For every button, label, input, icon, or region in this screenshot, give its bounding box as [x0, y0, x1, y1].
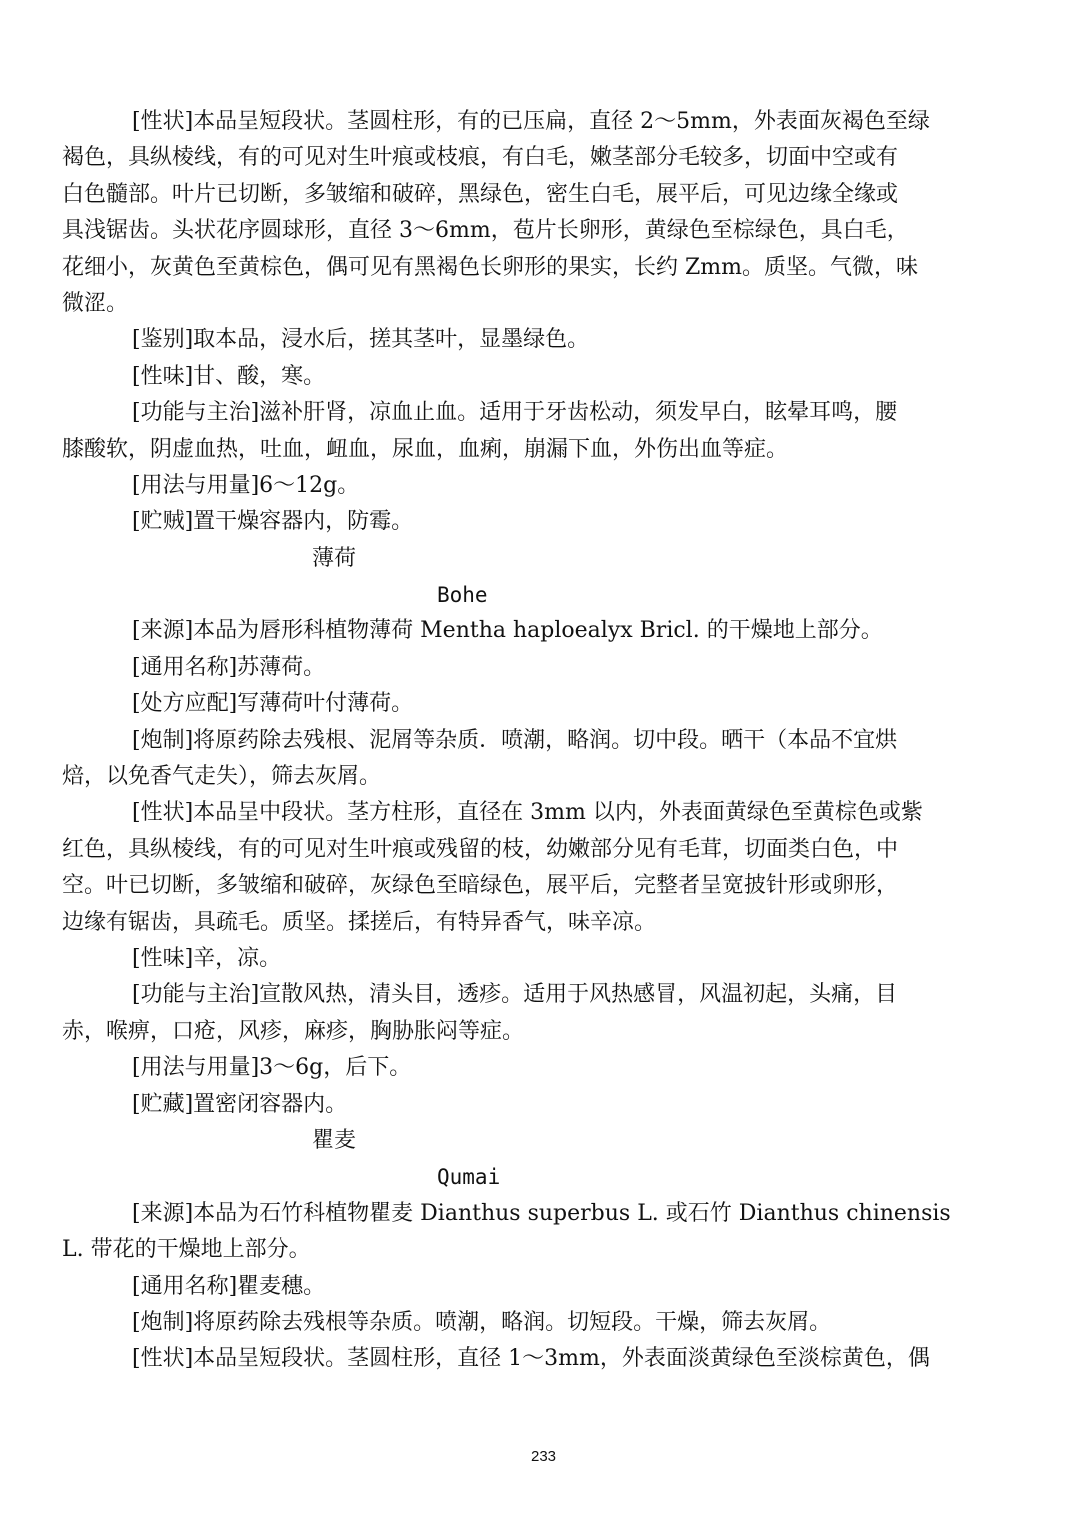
text-line: 焙，以免香气走失），筛去灰屑。: [62, 764, 382, 790]
paragraph-start-line: [性状]本品呈短段状。茎圆柱形，有的已压扁，直径 2～5mm，外表面灰褐色至绿: [132, 109, 930, 134]
entry-pinyin: Qumai: [437, 1165, 501, 1190]
paragraph-start-line: [性状]本品呈中段状。茎方柱形，直径在 3mm 以内，外表面黄绿色至黄棕色或紫: [132, 800, 923, 826]
text-line: 微涩。: [62, 290, 129, 316]
paragraph-start-line: [来源]本品为唇形科植物薄荷 Mentha haploealyx Bricl. 的干燥地上部分。: [132, 618, 883, 644]
paragraph-start-line: [贮贼]置干燥容器内，防霉。: [132, 509, 414, 535]
paragraph-start-line: [通用名称]瞿麦穗。: [132, 1273, 326, 1299]
text-line: 膝酸软，阴虚血热，吐血，衄血，尿血，血痢，崩漏下血，外伤出血等症。: [62, 436, 789, 462]
text-line: 白色髓部。叶片已切断，多皱缩和破碎，黑绿色，密生白毛，展平后，可见边缘全缘或: [62, 181, 899, 207]
paragraph-start-line: [性味]辛，凉。: [132, 945, 282, 971]
paragraph-start-line: [功能与主治]滋补肝肾，凉血止血。适用于牙齿松动，须发早白，眩晕耳鸣，腰: [132, 400, 898, 426]
paragraph-start-line: [处方应配]写薄荷叶付薄荷。: [132, 691, 414, 717]
body-text: [62, 104, 1024, 1378]
paragraph-start-line: [通用名称]苏薄荷。: [132, 654, 326, 680]
paragraph-start-line: [鉴别]取本品，浸水后，搓其茎叶，显墨绿色。: [132, 327, 590, 353]
paragraph-start-line: [用法与用量]6～12g。: [132, 472, 360, 498]
paragraph-start-line: [性味]甘、酸，寒。: [132, 363, 326, 389]
text-line: L. 带花的干燥地上部分。: [62, 1237, 311, 1263]
paragraph-start-line: [炮制]将原药除去残根等杂质。喷潮，略润。切短段。干燥，筛去灰屑。: [132, 1309, 832, 1335]
page-number: 233: [530, 1448, 557, 1465]
entry-title: 瞿麦: [312, 1127, 357, 1153]
paragraph-start-line: [性状]本品呈短段状。茎圆柱形，直径 1～3mm，外表面淡黄绿色至淡棕黄色，偶: [132, 1346, 930, 1372]
paragraph-start-line: [炮制]将原药除去残根、泥屑等杂质．喷潮，略润。切中段。晒干（本品不宜烘: [132, 727, 898, 753]
text-line: 红色，具纵棱线，有的可见对生叶痕或残留的枝，幼嫩部分见有毛茸，切面类白色，中: [62, 836, 899, 862]
text-line: 赤，喉痹，口疮，风疹，麻疹，胸胁胀闷等症。: [62, 1018, 525, 1044]
entry-title: 薄荷: [312, 545, 357, 571]
text-line: 边缘有锯齿，具疏毛。质坚。揉搓后，有特异香气，味辛凉。: [62, 909, 657, 935]
paragraph-start-line: [用法与用量]3～6g，后下。: [132, 1055, 412, 1081]
text-line: 花细小，灰黄色至黄棕色，偶可见有黑褐色长卵形的果实，长约 Zmm。质坚。气微，味: [62, 254, 919, 280]
paragraph-start-line: [贮藏]置密闭容器内。: [132, 1091, 348, 1117]
paragraph-start-line: [来源]本品为石竹科植物瞿麦 Dianthus superbus L. 或石竹 Dianthus chinensis: [132, 1200, 951, 1226]
text-line: 空。叶已切断，多皱缩和破碎，灰绿色至暗绿色，展平后，完整者呈宽披针形或卵形，: [62, 873, 899, 899]
text-line: 褐色，具纵棱线，有的可见对生叶痕或枝痕，有白毛，嫩茎部分毛较多，切面中空或有: [62, 145, 899, 171]
paragraph-start-line: [功能与主治]宣散风热，清头目，透疹。适用于风热感冒，风温初起，头痛，目: [132, 982, 898, 1008]
entry-pinyin: Bohe: [437, 583, 488, 608]
text-line: 具浅锯齿。头状花序圆球形，直径 3～6mm，苞片长卵形，黄绿色至棕绿色，具白毛，: [62, 218, 909, 244]
